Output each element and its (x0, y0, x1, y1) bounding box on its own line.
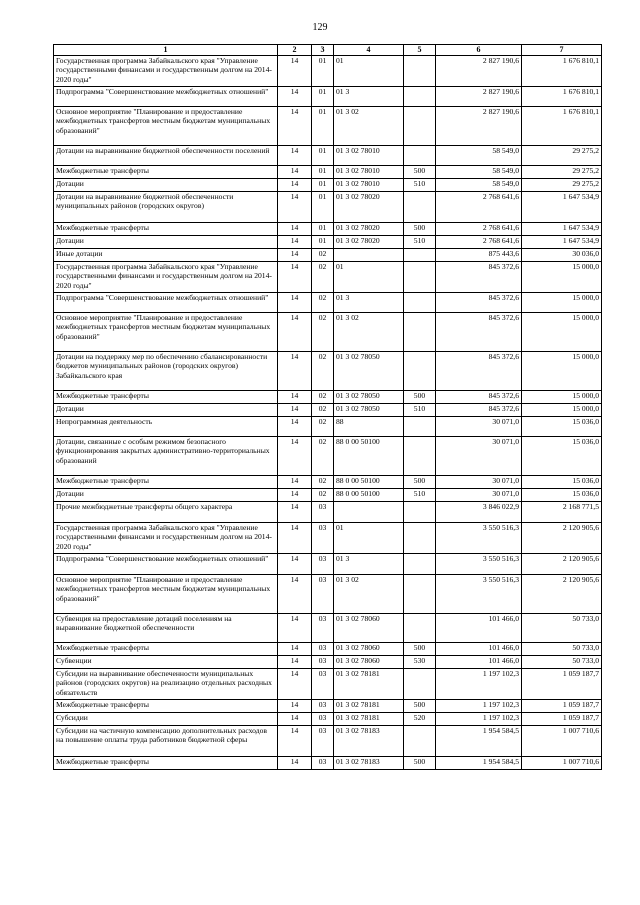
table-row (54, 488, 602, 501)
column-header: 4 (334, 45, 404, 56)
table-row (54, 436, 602, 475)
row-value-cell: 14 (278, 165, 312, 178)
row-value-cell: 01 3 02 78050 (334, 390, 404, 403)
row-value-cell: 01 3 02 (334, 106, 404, 145)
header-row (54, 45, 602, 56)
table-row (54, 475, 602, 488)
row-value-cell: 3 550 516,3 (436, 522, 522, 553)
row-value-cell: 88 0 00 50100 (334, 488, 404, 501)
row-value-cell: 02 (312, 248, 334, 261)
row-value-cell (404, 436, 436, 475)
row-value-cell: 500 (404, 165, 436, 178)
row-name-cell: Подпрограмма "Совершенствование межбюджетных отношений" (54, 292, 278, 312)
row-value-cell: 01 3 02 78183 (334, 725, 404, 756)
row-value-cell: 01 3 02 78020 (334, 235, 404, 248)
row-value-cell: 14 (278, 292, 312, 312)
row-name-cell: Дотации (54, 403, 278, 416)
row-value-cell: 14 (278, 403, 312, 416)
row-value-cell: 01 3 (334, 86, 404, 106)
row-name-cell: Дотации на выравнивание бюджетной обеспеченности поселений (54, 145, 278, 165)
row-value-cell: 510 (404, 403, 436, 416)
row-value-cell: 01 3 02 78020 (334, 222, 404, 235)
row-value-cell: 14 (278, 178, 312, 191)
row-value-cell (334, 501, 404, 522)
row-value-cell (404, 261, 436, 292)
row-value-cell (404, 501, 436, 522)
row-name-cell: Прочие межбюджетные трансферты общего характера (54, 501, 278, 522)
row-value-cell: 530 (404, 655, 436, 668)
row-value-cell: 1 954 584,5 (436, 756, 522, 769)
row-value-cell: 14 (278, 351, 312, 390)
row-value-cell: 01 (334, 261, 404, 292)
row-value-cell: 14 (278, 106, 312, 145)
row-value-cell (404, 574, 436, 613)
column-header: 2 (278, 45, 312, 56)
row-value-cell: 2 120 905,6 (522, 553, 602, 574)
row-value-cell: 14 (278, 574, 312, 613)
row-value-cell: 15 036,0 (522, 436, 602, 475)
row-value-cell: 2 827 190,6 (436, 86, 522, 106)
row-value-cell: 01 3 02 78181 (334, 668, 404, 699)
row-value-cell (404, 248, 436, 261)
row-value-cell: 50 733,0 (522, 642, 602, 655)
row-value-cell: 2 168 771,5 (522, 501, 602, 522)
row-value-cell: 03 (312, 574, 334, 613)
row-value-cell: 2 768 641,6 (436, 191, 522, 222)
row-name-cell: Подпрограмма "Совершенствование межбюджетных отношений" (54, 86, 278, 106)
row-value-cell: 1 647 534,9 (522, 191, 602, 222)
table-row (54, 292, 602, 312)
table-row (54, 351, 602, 390)
table-body (54, 55, 602, 769)
row-value-cell: 14 (278, 86, 312, 106)
row-value-cell: 03 (312, 699, 334, 712)
row-value-cell: 01 3 02 78181 (334, 699, 404, 712)
row-value-cell: 01 (312, 165, 334, 178)
row-value-cell: 30 071,0 (436, 475, 522, 488)
row-value-cell: 03 (312, 756, 334, 769)
row-value-cell: 30 036,0 (522, 248, 602, 261)
row-value-cell: 30 071,0 (436, 488, 522, 501)
row-value-cell: 88 0 00 50100 (334, 436, 404, 475)
row-name-cell: Дотации (54, 488, 278, 501)
row-value-cell: 14 (278, 522, 312, 553)
row-value-cell: 845 372,6 (436, 351, 522, 390)
table-row (54, 248, 602, 261)
row-value-cell: 2 827 190,6 (436, 55, 522, 86)
row-value-cell: 14 (278, 553, 312, 574)
row-value-cell (404, 725, 436, 756)
column-header: 5 (404, 45, 436, 56)
row-value-cell (334, 248, 404, 261)
row-name-cell: Межбюджетные трансферты (54, 390, 278, 403)
row-value-cell: 14 (278, 655, 312, 668)
row-value-cell: 01 (312, 106, 334, 145)
row-name-cell: Субвенция на предоставление дотаций поселениям на выравнивание бюджетной обеспеченности (54, 613, 278, 642)
row-value-cell: 14 (278, 756, 312, 769)
row-value-cell: 2 120 905,6 (522, 522, 602, 553)
row-value-cell: 03 (312, 501, 334, 522)
row-value-cell: 845 372,6 (436, 403, 522, 416)
row-value-cell: 01 3 02 78060 (334, 613, 404, 642)
row-value-cell: 14 (278, 642, 312, 655)
row-value-cell: 101 466,0 (436, 613, 522, 642)
row-value-cell: 01 3 02 (334, 312, 404, 351)
row-value-cell: 30 071,0 (436, 436, 522, 475)
table-row (54, 55, 602, 86)
table-row (54, 261, 602, 292)
row-value-cell: 58 549,0 (436, 178, 522, 191)
row-value-cell: 29 275,2 (522, 145, 602, 165)
row-value-cell: 15 036,0 (522, 488, 602, 501)
row-value-cell: 1 007 710,6 (522, 725, 602, 756)
row-value-cell: 01 3 02 78050 (334, 403, 404, 416)
row-value-cell: 01 3 02 (334, 574, 404, 613)
row-value-cell (404, 86, 436, 106)
row-name-cell: Государственная программа Забайкальского края "Управление государственными финансами и государственным долгом на 2014-2020 годы" (54, 261, 278, 292)
row-value-cell: 845 372,6 (436, 390, 522, 403)
row-value-cell: 15 000,0 (522, 351, 602, 390)
row-value-cell: 01 (312, 235, 334, 248)
row-value-cell: 2 120 905,6 (522, 574, 602, 613)
row-value-cell: 14 (278, 416, 312, 436)
row-value-cell: 1 676 810,1 (522, 106, 602, 145)
row-name-cell: Межбюджетные трансферты (54, 699, 278, 712)
row-value-cell: 15 000,0 (522, 403, 602, 416)
row-value-cell: 3 550 516,3 (436, 553, 522, 574)
row-name-cell: Основное мероприятие "Планирование и предоставление межбюджетных трансфертов местным бюджетам муниципальных образований" (54, 574, 278, 613)
row-value-cell: 1 676 810,1 (522, 86, 602, 106)
row-name-cell: Межбюджетные трансферты (54, 222, 278, 235)
table-row (54, 403, 602, 416)
row-value-cell: 58 549,0 (436, 145, 522, 165)
table-row (54, 165, 602, 178)
row-value-cell: 14 (278, 191, 312, 222)
row-value-cell: 01 (334, 522, 404, 553)
row-value-cell: 02 (312, 488, 334, 501)
row-value-cell: 14 (278, 436, 312, 475)
row-value-cell: 500 (404, 699, 436, 712)
row-value-cell: 02 (312, 292, 334, 312)
row-value-cell: 03 (312, 522, 334, 553)
row-value-cell: 01 (312, 222, 334, 235)
row-value-cell: 14 (278, 312, 312, 351)
row-name-cell: Подпрограмма "Совершенствование межбюджетных отношений" (54, 553, 278, 574)
table-row (54, 574, 602, 613)
row-value-cell (404, 522, 436, 553)
row-name-cell: Субвенции (54, 655, 278, 668)
table-row (54, 106, 602, 145)
row-value-cell: 01 3 02 78181 (334, 712, 404, 725)
table-row (54, 222, 602, 235)
table-row (54, 725, 602, 756)
row-value-cell: 50 733,0 (522, 613, 602, 642)
row-name-cell: Дотации на выравнивание бюджетной обеспеченности муниципальных районов (городских округов) (54, 191, 278, 222)
row-name-cell: Государственная программа Забайкальского края "Управление государственными финансами и государственным долгом на 2014-2020 годы" (54, 522, 278, 553)
row-value-cell: 03 (312, 613, 334, 642)
row-value-cell: 14 (278, 725, 312, 756)
row-value-cell (404, 613, 436, 642)
row-value-cell: 1 647 534,9 (522, 222, 602, 235)
row-value-cell: 14 (278, 235, 312, 248)
table-row (54, 235, 602, 248)
row-value-cell: 01 3 (334, 292, 404, 312)
row-value-cell: 3 846 022,9 (436, 501, 522, 522)
row-value-cell: 01 3 02 78010 (334, 145, 404, 165)
row-value-cell (404, 553, 436, 574)
table-row (54, 655, 602, 668)
row-value-cell (404, 106, 436, 145)
table-row (54, 191, 602, 222)
row-value-cell: 03 (312, 712, 334, 725)
row-value-cell (404, 292, 436, 312)
row-value-cell: 1 059 187,7 (522, 712, 602, 725)
table-row (54, 668, 602, 699)
row-value-cell: 520 (404, 712, 436, 725)
row-value-cell (404, 55, 436, 86)
column-header: 6 (436, 45, 522, 56)
row-value-cell: 2 768 641,6 (436, 222, 522, 235)
row-value-cell: 101 466,0 (436, 642, 522, 655)
row-value-cell: 15 036,0 (522, 416, 602, 436)
row-value-cell: 845 372,6 (436, 312, 522, 351)
row-value-cell: 510 (404, 488, 436, 501)
row-value-cell: 845 372,6 (436, 261, 522, 292)
table-row (54, 390, 602, 403)
row-value-cell: 02 (312, 390, 334, 403)
row-value-cell: 1 197 102,3 (436, 668, 522, 699)
row-name-cell: Дотации (54, 178, 278, 191)
row-value-cell: 02 (312, 351, 334, 390)
row-value-cell: 01 3 02 78183 (334, 756, 404, 769)
row-name-cell: Непрограммная деятельность (54, 416, 278, 436)
row-value-cell (404, 191, 436, 222)
row-value-cell: 15 000,0 (522, 261, 602, 292)
row-value-cell: 1 197 102,3 (436, 699, 522, 712)
row-value-cell: 101 466,0 (436, 655, 522, 668)
row-value-cell: 01 (312, 55, 334, 86)
row-value-cell: 14 (278, 712, 312, 725)
table-row (54, 86, 602, 106)
row-name-cell: Дотации на поддержку мер по обеспечению сбалансированности бюджетов муниципальных районов (городских округов) Забайкальского края (54, 351, 278, 390)
row-value-cell: 58 549,0 (436, 165, 522, 178)
row-value-cell (404, 351, 436, 390)
row-value-cell (404, 145, 436, 165)
row-value-cell: 50 733,0 (522, 655, 602, 668)
row-value-cell: 500 (404, 475, 436, 488)
row-name-cell: Основное мероприятие "Планирование и предоставление межбюджетных трансфертов местным бюджетам муниципальных образований" (54, 106, 278, 145)
row-value-cell: 500 (404, 756, 436, 769)
column-header: 7 (522, 45, 602, 56)
row-value-cell: 02 (312, 312, 334, 351)
row-value-cell: 15 036,0 (522, 475, 602, 488)
row-value-cell: 29 275,2 (522, 178, 602, 191)
row-name-cell: Основное мероприятие "Планирование и предоставление межбюджетных трансфертов местным бюджетам муниципальных образований" (54, 312, 278, 351)
table-row (54, 756, 602, 769)
table-row (54, 699, 602, 712)
row-value-cell: 14 (278, 699, 312, 712)
row-name-cell: Межбюджетные трансферты (54, 756, 278, 769)
row-value-cell: 1 007 710,6 (522, 756, 602, 769)
row-value-cell: 01 3 02 78020 (334, 191, 404, 222)
row-value-cell: 1 954 584,5 (436, 725, 522, 756)
row-value-cell: 875 443,6 (436, 248, 522, 261)
row-value-cell: 01 (312, 178, 334, 191)
row-value-cell: 2 827 190,6 (436, 106, 522, 145)
table-row (54, 613, 602, 642)
row-value-cell: 1 647 534,9 (522, 235, 602, 248)
row-value-cell: 03 (312, 725, 334, 756)
row-value-cell: 510 (404, 235, 436, 248)
row-value-cell: 14 (278, 222, 312, 235)
row-value-cell: 1 059 187,7 (522, 668, 602, 699)
row-value-cell: 01 (312, 86, 334, 106)
row-value-cell: 02 (312, 403, 334, 416)
row-value-cell: 14 (278, 55, 312, 86)
row-value-cell: 3 550 516,3 (436, 574, 522, 613)
row-value-cell: 03 (312, 655, 334, 668)
row-value-cell: 2 768 641,6 (436, 235, 522, 248)
table-row (54, 712, 602, 725)
table-row (54, 501, 602, 522)
row-name-cell: Дотации, связанные с особым режимом безопасного функционирования закрытых административно-территориальных образований (54, 436, 278, 475)
table-row (54, 145, 602, 165)
row-name-cell: Субсидии на частичную компенсацию дополнительных расходов на повышение оплаты труда работников бюджетной сферы (54, 725, 278, 756)
row-value-cell (404, 416, 436, 436)
row-value-cell: 03 (312, 553, 334, 574)
row-name-cell: Дотации (54, 235, 278, 248)
row-value-cell: 500 (404, 222, 436, 235)
row-value-cell: 845 372,6 (436, 292, 522, 312)
row-value-cell: 01 3 02 78010 (334, 178, 404, 191)
row-value-cell: 01 3 02 78060 (334, 655, 404, 668)
row-value-cell: 14 (278, 261, 312, 292)
row-value-cell: 02 (312, 261, 334, 292)
row-name-cell: Государственная программа Забайкальского края "Управление государственными финансами и государственным долгом на 2014-2020 годы" (54, 55, 278, 86)
table-row (54, 416, 602, 436)
row-value-cell: 01 (312, 145, 334, 165)
row-name-cell: Межбюджетные трансферты (54, 642, 278, 655)
row-value-cell: 14 (278, 501, 312, 522)
row-value-cell: 01 (312, 191, 334, 222)
page-number: 129 (312, 22, 328, 33)
row-value-cell: 1 059 187,7 (522, 699, 602, 712)
row-value-cell (404, 312, 436, 351)
row-value-cell: 15 000,0 (522, 312, 602, 351)
row-value-cell: 88 (334, 416, 404, 436)
row-name-cell: Межбюджетные трансферты (54, 165, 278, 178)
row-value-cell: 14 (278, 613, 312, 642)
row-value-cell: 14 (278, 145, 312, 165)
row-value-cell: 510 (404, 178, 436, 191)
row-value-cell: 02 (312, 475, 334, 488)
row-value-cell: 01 (334, 55, 404, 86)
table-row (54, 312, 602, 351)
row-value-cell: 14 (278, 475, 312, 488)
row-value-cell: 500 (404, 390, 436, 403)
row-value-cell: 03 (312, 642, 334, 655)
row-value-cell: 02 (312, 416, 334, 436)
row-value-cell: 01 3 (334, 553, 404, 574)
row-value-cell: 03 (312, 668, 334, 699)
row-value-cell: 30 071,0 (436, 416, 522, 436)
row-name-cell: Субсидии на выравнивание обеспеченности муниципальных районов (городских округов) на реализацию отдельных расходных обязательств (54, 668, 278, 699)
table-row (54, 522, 602, 553)
row-value-cell: 01 3 02 78060 (334, 642, 404, 655)
row-name-cell: Иные дотации (54, 248, 278, 261)
row-value-cell: 01 3 02 78050 (334, 351, 404, 390)
row-value-cell: 88 0 00 50100 (334, 475, 404, 488)
row-value-cell (404, 668, 436, 699)
budget-table (53, 44, 602, 770)
row-value-cell: 14 (278, 668, 312, 699)
row-value-cell: 14 (278, 248, 312, 261)
column-header: 1 (54, 45, 278, 56)
table-row (54, 553, 602, 574)
row-value-cell: 14 (278, 488, 312, 501)
row-name-cell: Субсидии (54, 712, 278, 725)
table-row (54, 178, 602, 191)
row-value-cell: 14 (278, 390, 312, 403)
column-header: 3 (312, 45, 334, 56)
row-value-cell: 02 (312, 436, 334, 475)
row-value-cell: 01 3 02 78010 (334, 165, 404, 178)
row-name-cell: Межбюджетные трансферты (54, 475, 278, 488)
row-value-cell: 1 676 810,1 (522, 55, 602, 86)
row-value-cell: 15 000,0 (522, 292, 602, 312)
row-value-cell: 1 197 102,3 (436, 712, 522, 725)
row-value-cell: 29 275,2 (522, 165, 602, 178)
row-value-cell: 500 (404, 642, 436, 655)
row-value-cell: 15 000,0 (522, 390, 602, 403)
table-row (54, 642, 602, 655)
